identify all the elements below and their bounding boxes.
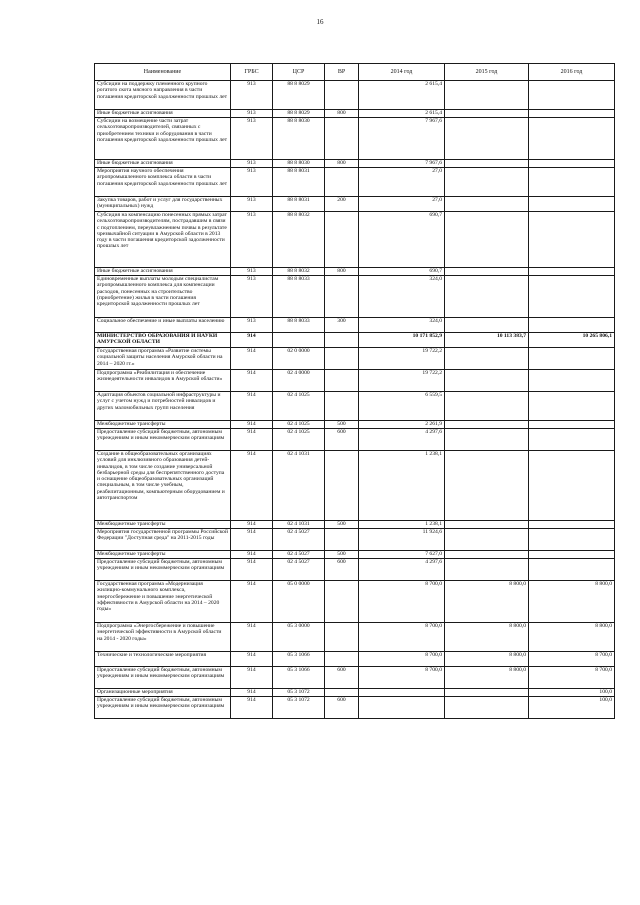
cell-csr bbox=[273, 333, 325, 348]
cell-vr bbox=[325, 118, 359, 160]
cell-grbs: 914 bbox=[231, 551, 273, 559]
column-header: Наименование bbox=[95, 64, 231, 81]
cell-vr: 600 bbox=[325, 697, 359, 719]
cell-vr: 200 bbox=[325, 197, 359, 212]
table-row bbox=[95, 370, 615, 392]
cell-name: Адаптация объектов социальной инфраструктуры и услуг с учетом нужд и потребностей инвалидов и других маломобильных групп населения bbox=[95, 392, 231, 421]
cell-grbs: 913 bbox=[231, 212, 273, 268]
table-row bbox=[95, 333, 615, 348]
cell-y2015 bbox=[445, 197, 529, 212]
cell-y2014: 10 171 852,9 bbox=[359, 333, 445, 348]
cell-y2014: 27,0 bbox=[359, 168, 445, 197]
cell-y2016 bbox=[529, 529, 615, 551]
table-row bbox=[95, 551, 615, 559]
table-row bbox=[95, 421, 615, 429]
cell-y2014: 1 238,1 bbox=[359, 451, 445, 521]
cell-name: Иные бюджетные ассигнования bbox=[95, 160, 231, 168]
cell-name: Государственная программа «Модернизация жилищно-коммунального комплекса, энергосбережение и повышение энергетической эффективности в Амурской области на 2014 – 2020 годы» bbox=[95, 581, 231, 623]
cell-name: Межбюджетные трансферты bbox=[95, 421, 231, 429]
cell-grbs: 914 bbox=[231, 429, 273, 451]
cell-csr: 88 8 8032 bbox=[273, 268, 325, 276]
table-row bbox=[95, 652, 615, 667]
cell-csr: 02 4 1031 bbox=[273, 451, 325, 521]
cell-y2015 bbox=[445, 212, 529, 268]
cell-y2014 bbox=[359, 697, 445, 719]
cell-y2014 bbox=[359, 689, 445, 697]
cell-y2014: 19 722,2 bbox=[359, 348, 445, 370]
cell-csr: 05 3 1066 bbox=[273, 667, 325, 689]
cell-y2014: 8 700,0 bbox=[359, 667, 445, 689]
cell-grbs: 914 bbox=[231, 370, 273, 392]
cell-name: МИНИСТЕРСТВО ОБРАЗОВАНИЯ И НАУКИ АМУРСКОЙ ОБЛАСТИ bbox=[95, 333, 231, 348]
cell-grbs: 913 bbox=[231, 318, 273, 333]
cell-csr: 05 3 1072 bbox=[273, 697, 325, 719]
cell-vr bbox=[325, 623, 359, 652]
cell-y2015: 8 800,0 bbox=[445, 623, 529, 652]
cell-grbs: 914 bbox=[231, 581, 273, 623]
cell-y2014: 7 967,6 bbox=[359, 118, 445, 160]
budget-table bbox=[94, 63, 615, 719]
cell-y2015 bbox=[445, 168, 529, 197]
cell-y2015: 8 800,0 bbox=[445, 652, 529, 667]
cell-y2014: 7 967,6 bbox=[359, 160, 445, 168]
cell-y2015 bbox=[445, 160, 529, 168]
cell-y2015 bbox=[445, 81, 529, 110]
cell-vr: 800 bbox=[325, 110, 359, 118]
cell-grbs: 913 bbox=[231, 160, 273, 168]
cell-y2015 bbox=[445, 559, 529, 581]
cell-vr bbox=[325, 581, 359, 623]
cell-y2016 bbox=[529, 212, 615, 268]
cell-grbs: 914 bbox=[231, 623, 273, 652]
cell-vr bbox=[325, 451, 359, 521]
cell-name: Закупка товаров, работ и услуг для государственных (муниципальных) нужд bbox=[95, 197, 231, 212]
cell-vr bbox=[325, 276, 359, 318]
cell-csr: 02 4 5027 bbox=[273, 529, 325, 551]
cell-name: Государственная программа «Развитие системы социальной защиты населения Амурской области на 2014 – 2020 гг.» bbox=[95, 348, 231, 370]
cell-y2014: 11 924,6 bbox=[359, 529, 445, 551]
cell-y2014: 8 700,0 bbox=[359, 623, 445, 652]
table-row bbox=[95, 110, 615, 118]
cell-grbs: 913 bbox=[231, 81, 273, 110]
cell-name: Создание в общеобразовательных организациях условий для инклюзивного образования детей-инвалидов, в том числе создание универсальной безбарьерной среды для беспрепятственного доступа и оснащение общеобразовательных организаций специальным, в том числе учебным, реабилитационным, компьютерным оборудованием и автотранспортом bbox=[95, 451, 231, 521]
cell-y2016: 8 700,0 bbox=[529, 652, 615, 667]
page-number: 16 bbox=[316, 18, 324, 26]
cell-vr: 800 bbox=[325, 268, 359, 276]
cell-grbs: 913 bbox=[231, 197, 273, 212]
table-row bbox=[95, 529, 615, 551]
cell-y2016 bbox=[529, 348, 615, 370]
cell-y2014: 8 700,0 bbox=[359, 581, 445, 623]
cell-csr: 88 8 8029 bbox=[273, 110, 325, 118]
cell-y2015 bbox=[445, 451, 529, 521]
cell-name: Иные бюджетные ассигнования bbox=[95, 268, 231, 276]
cell-y2014: 4 297,6 bbox=[359, 559, 445, 581]
cell-vr bbox=[325, 689, 359, 697]
cell-csr: 02 4 0000 bbox=[273, 370, 325, 392]
cell-y2014: 324,0 bbox=[359, 276, 445, 318]
cell-y2015: 10 113 383,7 bbox=[445, 333, 529, 348]
cell-csr: 88 8 8032 bbox=[273, 212, 325, 268]
cell-y2014: 690,7 bbox=[359, 268, 445, 276]
cell-grbs: 913 bbox=[231, 118, 273, 160]
cell-csr: 02 4 1031 bbox=[273, 521, 325, 529]
cell-y2014: 1 238,1 bbox=[359, 521, 445, 529]
cell-y2015: 8 800,0 bbox=[445, 581, 529, 623]
cell-y2016 bbox=[529, 168, 615, 197]
cell-y2016 bbox=[529, 451, 615, 521]
cell-vr bbox=[325, 168, 359, 197]
cell-y2014: 7 627,0 bbox=[359, 551, 445, 559]
cell-y2016: 8 800,0 bbox=[529, 623, 615, 652]
table-row bbox=[95, 697, 615, 719]
cell-vr: 600 bbox=[325, 429, 359, 451]
column-header: 2016 год bbox=[529, 64, 615, 81]
cell-y2016: 100,0 bbox=[529, 697, 615, 719]
cell-csr: 88 8 8030 bbox=[273, 160, 325, 168]
cell-y2014: 690,7 bbox=[359, 212, 445, 268]
cell-grbs: 913 bbox=[231, 268, 273, 276]
cell-y2015 bbox=[445, 689, 529, 697]
cell-name: Организационные мероприятия bbox=[95, 689, 231, 697]
cell-grbs: 914 bbox=[231, 697, 273, 719]
cell-y2016: 100,0 bbox=[529, 689, 615, 697]
cell-y2016 bbox=[529, 197, 615, 212]
cell-grbs: 913 bbox=[231, 168, 273, 197]
cell-y2015 bbox=[445, 697, 529, 719]
cell-grbs: 914 bbox=[231, 421, 273, 429]
cell-csr: 88 8 8033 bbox=[273, 276, 325, 318]
cell-csr: 88 8 8031 bbox=[273, 168, 325, 197]
cell-grbs: 913 bbox=[231, 276, 273, 318]
cell-grbs: 914 bbox=[231, 667, 273, 689]
cell-name: Подпрограмма «Энергосбережение и повышение энергетической эффективности в Амурской области на 2014 - 2020 годы» bbox=[95, 623, 231, 652]
table-row bbox=[95, 168, 615, 197]
cell-grbs: 914 bbox=[231, 529, 273, 551]
cell-csr: 02 4 1025 bbox=[273, 392, 325, 421]
cell-y2016 bbox=[529, 110, 615, 118]
cell-grbs: 914 bbox=[231, 451, 273, 521]
cell-name: Межбюджетные трансферты bbox=[95, 521, 231, 529]
cell-y2015 bbox=[445, 429, 529, 451]
cell-csr: 02 4 5027 bbox=[273, 551, 325, 559]
table-row bbox=[95, 81, 615, 110]
cell-csr: 88 8 8033 bbox=[273, 318, 325, 333]
cell-name: Мероприятия государственной программы Российской Федерации "Доступная среда" на 2011-2015 годы bbox=[95, 529, 231, 551]
table-row bbox=[95, 581, 615, 623]
cell-grbs: 914 bbox=[231, 392, 273, 421]
table-header-row bbox=[95, 64, 615, 81]
cell-y2015 bbox=[445, 392, 529, 421]
cell-y2016 bbox=[529, 118, 615, 160]
cell-y2016 bbox=[529, 268, 615, 276]
cell-name: Предоставление субсидий бюджетным, автономным учреждениям и иным некоммерческим организациям bbox=[95, 429, 231, 451]
cell-y2014: 6 559,5 bbox=[359, 392, 445, 421]
cell-y2014: 2 615,4 bbox=[359, 110, 445, 118]
cell-name: Субсидия на компенсацию понесенных прямых затрат сельхозтоваропроизводителям, пострадавшим в связи с подтоплением, переувлажнением почвы в результате чрезвычайной ситуации в Амурской области в 2013 году в части погашения кредиторской задолженности прошлых лет bbox=[95, 212, 231, 268]
cell-grbs: 914 bbox=[231, 559, 273, 581]
cell-name: Субсидии на возмещение части затрат сельхозтоваропроизводителей, связанных с приобретением техники и оборудования в части погашения кредиторской задолженности прошлых лет bbox=[95, 118, 231, 160]
cell-y2015 bbox=[445, 551, 529, 559]
cell-name: Предоставление субсидий бюджетным, автономным учреждениям и иным некоммерческим организациям bbox=[95, 697, 231, 719]
cell-vr bbox=[325, 529, 359, 551]
table-row bbox=[95, 521, 615, 529]
cell-vr: 500 bbox=[325, 551, 359, 559]
cell-csr: 05 3 1066 bbox=[273, 652, 325, 667]
cell-csr: 05 0 0000 bbox=[273, 581, 325, 623]
table-row bbox=[95, 212, 615, 268]
cell-grbs: 914 bbox=[231, 652, 273, 667]
cell-name: Иные бюджетные ассигнования bbox=[95, 110, 231, 118]
cell-y2016: 8 800,0 bbox=[529, 581, 615, 623]
cell-name: Субсидии на поддержку племенного крупного рогатого скота мясного направления в части погашения кредиторской задолженности прошлых лет bbox=[95, 81, 231, 110]
column-header: 2015 год bbox=[445, 64, 529, 81]
table-row bbox=[95, 348, 615, 370]
cell-y2016 bbox=[529, 559, 615, 581]
cell-y2016 bbox=[529, 81, 615, 110]
cell-vr bbox=[325, 370, 359, 392]
cell-csr: 02 0 0000 bbox=[273, 348, 325, 370]
cell-grbs: 914 bbox=[231, 521, 273, 529]
cell-y2015 bbox=[445, 421, 529, 429]
table-row bbox=[95, 197, 615, 212]
cell-y2014: 324,0 bbox=[359, 318, 445, 333]
table-row bbox=[95, 268, 615, 276]
table-body bbox=[95, 81, 615, 719]
table-row bbox=[95, 689, 615, 697]
cell-y2016: 10 265 806,1 bbox=[529, 333, 615, 348]
cell-y2016 bbox=[529, 318, 615, 333]
cell-csr: 88 8 8031 bbox=[273, 197, 325, 212]
cell-vr bbox=[325, 212, 359, 268]
cell-y2016 bbox=[529, 551, 615, 559]
table-row bbox=[95, 429, 615, 451]
cell-name: Подпрограмма «Реабилитация и обеспечение жизнедеятельности инвалидов в Амурской области» bbox=[95, 370, 231, 392]
table-row bbox=[95, 559, 615, 581]
column-header: ВР bbox=[325, 64, 359, 81]
cell-y2015 bbox=[445, 370, 529, 392]
column-header: 2014 год bbox=[359, 64, 445, 81]
cell-y2016 bbox=[529, 276, 615, 318]
cell-y2015: 8 800,0 bbox=[445, 667, 529, 689]
cell-csr: 05 3 0000 bbox=[273, 623, 325, 652]
table-row bbox=[95, 667, 615, 689]
cell-y2016 bbox=[529, 392, 615, 421]
cell-csr: 88 8 8030 bbox=[273, 118, 325, 160]
cell-y2014: 4 297,6 bbox=[359, 429, 445, 451]
cell-vr bbox=[325, 348, 359, 370]
table-row bbox=[95, 318, 615, 333]
cell-csr: 02 4 1025 bbox=[273, 421, 325, 429]
cell-grbs: 913 bbox=[231, 110, 273, 118]
cell-csr: 88 8 8029 bbox=[273, 81, 325, 110]
cell-y2015 bbox=[445, 268, 529, 276]
cell-name: Единовременные выплаты молодым специалистам агропромышленного комплекса для компенсации расходов, понесенных на строительство (приобретение) жилья в части погашения кредиторской задолженности прошлых лет bbox=[95, 276, 231, 318]
cell-name: Межбюджетные трансферты bbox=[95, 551, 231, 559]
cell-y2016 bbox=[529, 370, 615, 392]
cell-y2014: 8 700,0 bbox=[359, 652, 445, 667]
cell-y2014: 2 615,4 bbox=[359, 81, 445, 110]
cell-y2015 bbox=[445, 276, 529, 318]
cell-grbs: 914 bbox=[231, 333, 273, 348]
table-row bbox=[95, 276, 615, 318]
cell-y2015 bbox=[445, 118, 529, 160]
column-header: ГРБС bbox=[231, 64, 273, 81]
cell-y2015 bbox=[445, 348, 529, 370]
column-header: ЦСР bbox=[273, 64, 325, 81]
table-row bbox=[95, 623, 615, 652]
cell-vr bbox=[325, 333, 359, 348]
table-row bbox=[95, 160, 615, 168]
cell-name: Мероприятия научного обеспечения агропромышленного комплекса области в части погашения кредиторской задолженности прошлых лет bbox=[95, 168, 231, 197]
cell-csr: 05 3 1072 bbox=[273, 689, 325, 697]
table-row bbox=[95, 392, 615, 421]
cell-vr: 600 bbox=[325, 667, 359, 689]
cell-y2014: 27,0 bbox=[359, 197, 445, 212]
cell-y2015 bbox=[445, 529, 529, 551]
cell-grbs: 914 bbox=[231, 689, 273, 697]
cell-vr: 600 bbox=[325, 559, 359, 581]
cell-y2015 bbox=[445, 318, 529, 333]
cell-vr bbox=[325, 652, 359, 667]
cell-vr: 500 bbox=[325, 521, 359, 529]
cell-y2016 bbox=[529, 429, 615, 451]
cell-name: Предоставление субсидий бюджетным, автономным учреждениям и иным некоммерческим организациям bbox=[95, 559, 231, 581]
cell-grbs: 914 bbox=[231, 348, 273, 370]
cell-name: Социальное обеспечение и иные выплаты населению bbox=[95, 318, 231, 333]
cell-vr bbox=[325, 81, 359, 110]
cell-vr: 800 bbox=[325, 160, 359, 168]
cell-csr: 02 4 5027 bbox=[273, 559, 325, 581]
cell-vr bbox=[325, 392, 359, 421]
cell-y2014: 2 261,9 bbox=[359, 421, 445, 429]
table-row bbox=[95, 451, 615, 521]
cell-y2016 bbox=[529, 521, 615, 529]
cell-y2016 bbox=[529, 421, 615, 429]
cell-y2015 bbox=[445, 110, 529, 118]
table-row bbox=[95, 118, 615, 160]
cell-csr: 02 4 1025 bbox=[273, 429, 325, 451]
cell-name: Технические и технологические мероприятия bbox=[95, 652, 231, 667]
cell-y2015 bbox=[445, 521, 529, 529]
cell-vr: 500 bbox=[325, 421, 359, 429]
cell-y2016: 8 700,0 bbox=[529, 667, 615, 689]
cell-name: Предоставление субсидий бюджетным, автономным учреждениям и иным некоммерческим организациям bbox=[95, 667, 231, 689]
cell-y2016 bbox=[529, 160, 615, 168]
cell-vr: 300 bbox=[325, 318, 359, 333]
cell-y2014: 19 722,2 bbox=[359, 370, 445, 392]
